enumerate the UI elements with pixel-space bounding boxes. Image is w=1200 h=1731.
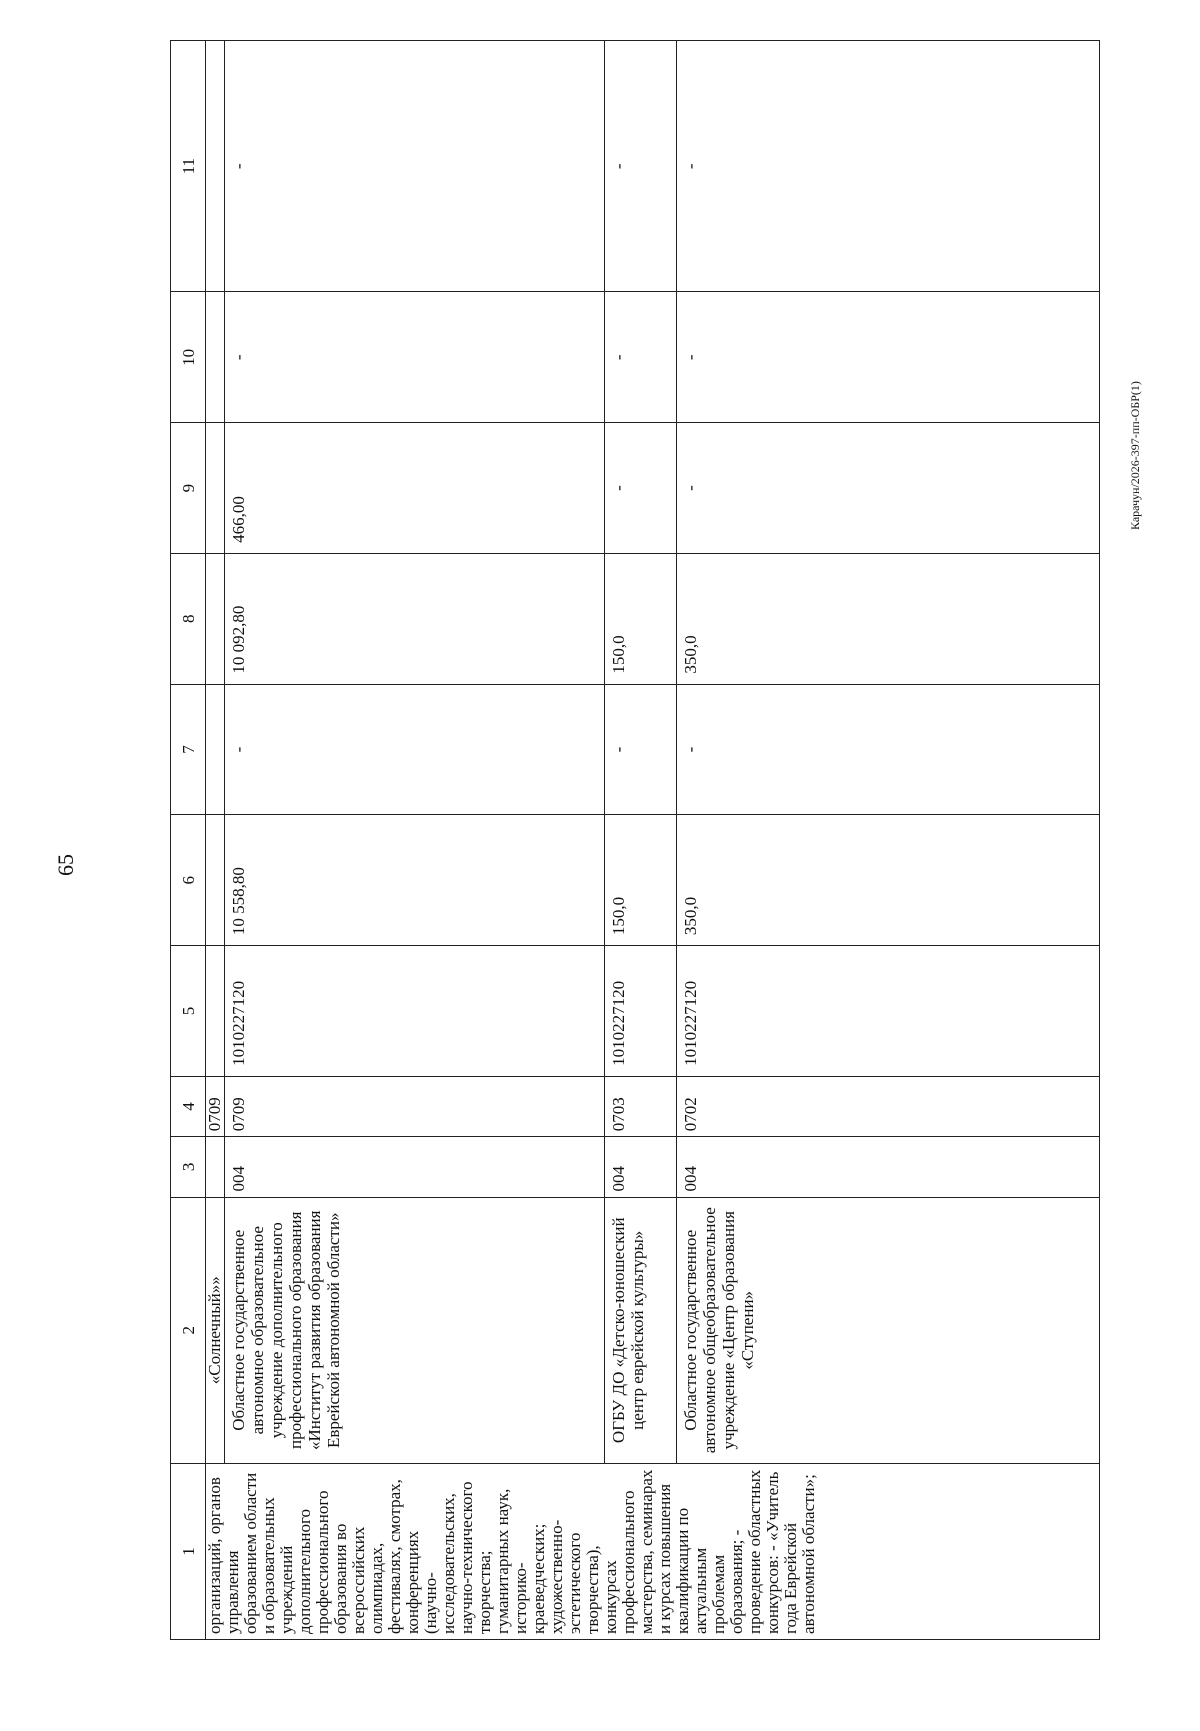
org-name: Областное государственное автономное образовательное учреждение дополнительного профессионального образования «Институт развития образования Еврейской автономной области» — [225, 1197, 605, 1464]
col-header-6: 6 — [171, 815, 206, 946]
col-header-2: 2 — [171, 1197, 206, 1464]
table-row — [605, 41, 677, 1640]
amount-col-10: - — [225, 292, 605, 423]
ministry-code: 004 — [225, 1137, 605, 1197]
amount-col-8: 150,0 — [605, 553, 677, 684]
amount-col-8: 10 092,80 — [225, 553, 605, 684]
continuation-section: 0709 — [206, 1076, 225, 1136]
col-header-7: 7 — [171, 684, 206, 815]
budget-table-container — [170, 40, 1100, 1640]
amount-col-11: - — [225, 41, 605, 292]
target-article: 1010227120 — [225, 946, 605, 1077]
total-amount: 150,0 — [605, 815, 677, 946]
col-header-8: 8 — [171, 553, 206, 684]
target-article: 1010227120 — [677, 946, 1100, 1077]
ministry-code: 004 — [605, 1137, 677, 1197]
amount-col-11: - — [677, 41, 1100, 292]
col-header-1: 1 — [171, 1464, 206, 1640]
amount-col-9: - — [605, 423, 677, 554]
col-header-11: 11 — [171, 41, 206, 292]
document-code: Карачун/2026-397-пп-ОБР(1) — [1128, 381, 1142, 530]
amount-col-9: 466,00 — [225, 423, 605, 554]
activity-description: организаций, органов управления образованием области и образовательных учреждений дополнительного профессионального образования во всероссийских олимпиадах, фестивалях, смотрах, конференциях (научно-исследовательских, научно-технического творчества; гуманитарных наук, историко-краеведческих; художественно-эстетического творчества), конкурсах профессионального мастерства, семинарах и курсах повышения квалификации по актуальным проблемам образования; - проведение областных конкурсов: - «Учитель года Еврейской автономной области»; — [206, 1464, 1100, 1640]
amount-col-11: - — [605, 41, 677, 292]
page-number: 65 — [53, 854, 78, 876]
amount-col-9: - — [677, 423, 1100, 554]
target-article: 1010227120 — [605, 946, 677, 1077]
table-row — [225, 41, 605, 1640]
col-header-3: 3 — [171, 1137, 206, 1197]
total-amount: 10 558,80 — [225, 815, 605, 946]
col-header-4: 4 — [171, 1076, 206, 1136]
amount-col-10: - — [605, 292, 677, 423]
total-amount: 350,0 — [677, 815, 1100, 946]
budget-table — [170, 40, 1100, 1640]
col-header-10: 10 — [171, 292, 206, 423]
section-code: 0709 — [225, 1076, 605, 1136]
col-header-5: 5 — [171, 946, 206, 1077]
section-code: 0703 — [605, 1076, 677, 1136]
amount-col-7: - — [677, 684, 1100, 815]
col-header-9: 9 — [171, 423, 206, 554]
table-row — [677, 41, 1100, 1640]
amount-col-7: - — [605, 684, 677, 815]
org-name: Областное государственное автономное общеобразовательное учреждение «Центр образования «Ступени» — [677, 1197, 1100, 1464]
amount-col-10: - — [677, 292, 1100, 423]
section-code: 0702 — [677, 1076, 1100, 1136]
continuation-org: «Солнечный»» — [206, 1197, 225, 1464]
continuation-row — [206, 41, 225, 1640]
org-name: ОГБУ ДО «Детско-юношеский центр еврейской культуры» — [605, 1197, 677, 1464]
header-row — [171, 41, 206, 1640]
amount-col-8: 350,0 — [677, 553, 1100, 684]
ministry-code: 004 — [677, 1137, 1100, 1197]
amount-col-7: - — [225, 684, 605, 815]
